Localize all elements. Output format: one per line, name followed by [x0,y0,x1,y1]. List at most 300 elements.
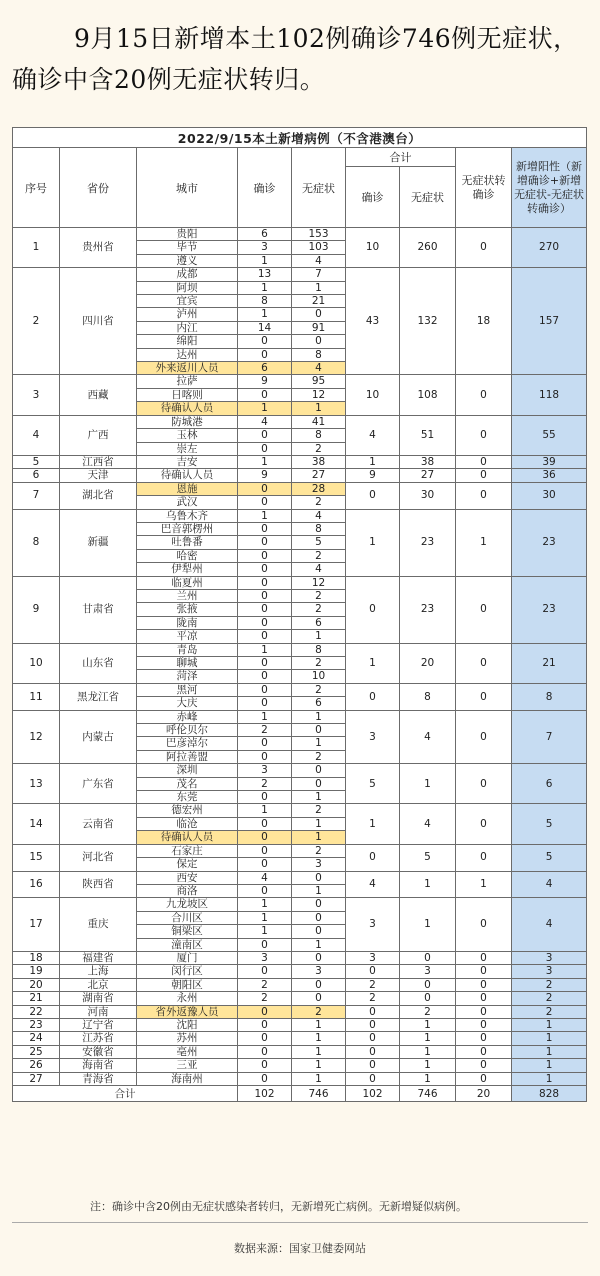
totals-sum-confirmed: 102 [346,1086,400,1102]
row-province: 河南 [60,1005,137,1018]
row-asymptomatic: 1 [292,710,346,723]
row-seq: 12 [13,710,60,764]
row-confirmed: 3 [238,764,292,777]
row-seq: 24 [13,1032,60,1045]
row-total-confirmed: 10 [346,375,400,415]
row-confirmed: 1 [238,254,292,267]
row-new-positive: 7 [512,710,587,764]
row-city: 吉安 [137,455,238,468]
row-total-asymptomatic: 30 [400,482,456,509]
row-confirmed: 6 [238,228,292,241]
totals-row [13,1086,587,1102]
row-new-positive: 30 [512,482,587,509]
row-confirmed: 0 [238,1072,292,1085]
row-city: 沈阳 [137,1018,238,1031]
row-confirmed: 0 [238,482,292,495]
row-seq: 18 [13,951,60,964]
row-asymptomatic: 2 [292,844,346,857]
row-asymptomatic: 3 [292,858,346,871]
row-city: 待确认人员 [137,831,238,844]
row-new-positive: 118 [512,375,587,415]
header-converted: 无症状转确诊 [456,148,512,228]
row-seq: 15 [13,844,60,871]
row-converted: 0 [456,1018,512,1031]
row-province: 湖北省 [60,482,137,509]
row-confirmed: 0 [238,791,292,804]
row-city: 毕节 [137,241,238,254]
row-city: 阿坝 [137,281,238,294]
row-asymptomatic: 0 [292,925,346,938]
row-new-positive: 1 [512,1032,587,1045]
row-total-asymptomatic: 1 [400,764,456,804]
row-asymptomatic: 0 [292,911,346,924]
row-converted: 0 [456,1072,512,1085]
row-city: 乌鲁木齐 [137,509,238,522]
row-asymptomatic: 0 [292,308,346,321]
row-asymptomatic: 0 [292,335,346,348]
headline: 9月15日新增本土102例确诊746例无症状，确诊中含20例无症状转归。 [12,24,579,94]
row-total-asymptomatic: 2 [400,1005,456,1018]
row-asymptomatic: 27 [292,469,346,482]
row-seq: 14 [13,804,60,844]
table-row [13,978,587,991]
case-table [12,127,587,1102]
row-total-confirmed: 0 [346,683,400,710]
row-total-confirmed: 0 [346,1072,400,1085]
row-asymptomatic: 8 [292,522,346,535]
row-confirmed: 0 [238,1005,292,1018]
row-seq: 16 [13,871,60,898]
row-city: 恩施 [137,482,238,495]
row-new-positive: 55 [512,415,587,455]
row-city: 防城港 [137,415,238,428]
totals-converted: 20 [456,1086,512,1102]
row-converted: 0 [456,965,512,978]
row-seq: 7 [13,482,60,509]
row-confirmed: 0 [238,858,292,871]
table-row [13,844,587,857]
row-confirmed: 0 [238,589,292,602]
row-total-asymptomatic: 27 [400,469,456,482]
row-asymptomatic: 3 [292,965,346,978]
row-province: 安徽省 [60,1045,137,1058]
row-confirmed: 1 [238,925,292,938]
row-province: 云南省 [60,804,137,844]
row-confirmed: 0 [238,563,292,576]
row-city: 赤峰 [137,710,238,723]
table-row [13,1059,587,1072]
row-total-asymptomatic: 20 [400,643,456,683]
row-seq: 3 [13,375,60,415]
row-converted: 1 [456,509,512,576]
row-total-asymptomatic: 1 [400,1072,456,1085]
row-city: 铜梁区 [137,925,238,938]
row-converted: 0 [456,415,512,455]
row-asymptomatic: 1 [292,630,346,643]
row-asymptomatic: 95 [292,375,346,388]
row-converted: 0 [456,764,512,804]
row-city: 菏泽 [137,670,238,683]
row-confirmed: 0 [238,817,292,830]
row-total-asymptomatic: 38 [400,455,456,468]
row-confirmed: 1 [238,898,292,911]
row-city: 临夏州 [137,576,238,589]
row-confirmed: 0 [238,670,292,683]
row-asymptomatic: 91 [292,321,346,334]
row-total-confirmed: 3 [346,710,400,764]
row-new-positive: 21 [512,643,587,683]
row-total-confirmed: 0 [346,1045,400,1058]
row-new-positive: 2 [512,1005,587,1018]
table-row [13,643,587,656]
row-confirmed: 2 [238,724,292,737]
table-row [13,482,587,495]
row-confirmed: 0 [238,603,292,616]
row-province: 河北省 [60,844,137,871]
row-new-positive: 1 [512,1018,587,1031]
row-asymptomatic: 0 [292,898,346,911]
row-confirmed: 14 [238,321,292,334]
row-asymptomatic: 10 [292,670,346,683]
row-city: 平凉 [137,630,238,643]
row-city: 西安 [137,871,238,884]
row-converted: 0 [456,844,512,871]
row-asymptomatic: 6 [292,616,346,629]
row-city: 大庆 [137,697,238,710]
row-confirmed: 0 [238,1032,292,1045]
table-row [13,509,587,522]
row-province: 甘肃省 [60,576,137,643]
row-total-asymptomatic: 0 [400,978,456,991]
row-asymptomatic: 2 [292,1005,346,1018]
row-total-asymptomatic: 8 [400,683,456,710]
row-city: 保定 [137,858,238,871]
row-converted: 0 [456,898,512,952]
row-city: 伊犁州 [137,563,238,576]
row-city: 玉林 [137,429,238,442]
table-row [13,871,587,884]
row-province: 陕西省 [60,871,137,898]
row-asymptomatic: 1 [292,791,346,804]
row-seq: 23 [13,1018,60,1031]
row-new-positive: 5 [512,844,587,871]
row-asymptomatic: 1 [292,1045,346,1058]
row-city: 呼伦贝尔 [137,724,238,737]
row-total-asymptomatic: 0 [400,951,456,964]
row-converted: 0 [456,482,512,509]
row-total-asymptomatic: 51 [400,415,456,455]
row-province: 四川省 [60,268,137,375]
row-province: 青海省 [60,1072,137,1085]
row-province: 广东省 [60,764,137,804]
row-converted: 0 [456,1032,512,1045]
row-asymptomatic: 0 [292,992,346,1005]
data-source: 数据来源：国家卫健委网站 [234,1242,366,1255]
row-asymptomatic: 1 [292,1072,346,1085]
row-province: 江西省 [60,455,137,468]
row-city: 永州 [137,992,238,1005]
row-city: 石家庄 [137,844,238,857]
row-total-asymptomatic: 4 [400,710,456,764]
row-city: 朝阳区 [137,978,238,991]
row-new-positive: 4 [512,898,587,952]
row-seq: 6 [13,469,60,482]
row-total-asymptomatic: 1 [400,871,456,898]
row-asymptomatic: 8 [292,643,346,656]
row-confirmed: 0 [238,549,292,562]
table-title: 2022/9/15本土新增病例（不含港澳台） [13,128,587,148]
row-confirmed: 1 [238,509,292,522]
row-confirmed: 0 [238,496,292,509]
row-city: 达州 [137,348,238,361]
row-confirmed: 2 [238,777,292,790]
row-city: 省外返豫人员 [137,1005,238,1018]
row-confirmed: 0 [238,388,292,401]
row-new-positive: 6 [512,764,587,804]
row-asymptomatic: 12 [292,576,346,589]
row-converted: 18 [456,268,512,375]
row-province: 湖南省 [60,992,137,1005]
row-confirmed: 0 [238,522,292,535]
row-total-confirmed: 3 [346,898,400,952]
row-city: 武汉 [137,496,238,509]
row-city: 闵行区 [137,965,238,978]
table-row [13,951,587,964]
row-asymptomatic: 1 [292,281,346,294]
row-total-confirmed: 0 [346,844,400,871]
row-new-positive: 23 [512,509,587,576]
row-converted: 0 [456,228,512,268]
row-total-confirmed: 1 [346,643,400,683]
header-new-positive: 新增阳性（新增确诊+新增无症状-无症状转确诊） [512,148,587,228]
row-asymptomatic: 1 [292,1059,346,1072]
row-asymptomatic: 0 [292,871,346,884]
row-asymptomatic: 1 [292,737,346,750]
row-new-positive: 5 [512,804,587,844]
row-city: 日喀则 [137,388,238,401]
row-total-asymptomatic: 1 [400,1059,456,1072]
row-city: 东莞 [137,791,238,804]
row-province: 贵州省 [60,228,137,268]
row-confirmed: 1 [238,281,292,294]
table-row [13,764,587,777]
row-converted: 0 [456,1045,512,1058]
row-total-asymptomatic: 3 [400,965,456,978]
table-row [13,576,587,589]
row-province: 黑龙江省 [60,683,137,710]
row-total-asymptomatic: 260 [400,228,456,268]
header-total-confirmed: 确诊 [346,167,400,228]
row-city: 泸州 [137,308,238,321]
row-city: 遵义 [137,254,238,267]
row-asymptomatic: 8 [292,348,346,361]
row-city: 青岛 [137,643,238,656]
table-row [13,1005,587,1018]
row-asymptomatic: 1 [292,831,346,844]
row-total-confirmed: 1 [346,804,400,844]
row-new-positive: 39 [512,455,587,468]
row-province: 广西 [60,415,137,455]
table-row [13,469,587,482]
row-city: 兰州 [137,589,238,602]
row-total-asymptomatic: 23 [400,509,456,576]
totals-confirmed: 102 [238,1086,292,1102]
row-confirmed: 6 [238,362,292,375]
row-seq: 4 [13,415,60,455]
row-city: 厦门 [137,951,238,964]
row-confirmed: 4 [238,415,292,428]
row-new-positive: 3 [512,965,587,978]
table-row [13,455,587,468]
totals-label: 合计 [13,1086,238,1102]
row-city: 拉萨 [137,375,238,388]
row-city: 待确认人员 [137,402,238,415]
row-asymptomatic: 2 [292,683,346,696]
header-confirmed: 确诊 [238,148,292,228]
row-seq: 1 [13,228,60,268]
row-asymptomatic: 1 [292,938,346,951]
totals-asymptomatic: 746 [292,1086,346,1102]
row-total-asymptomatic: 5 [400,844,456,871]
row-seq: 10 [13,643,60,683]
row-asymptomatic: 2 [292,750,346,763]
divider [12,1222,588,1223]
row-converted: 0 [456,643,512,683]
row-confirmed: 0 [238,844,292,857]
row-confirmed: 2 [238,978,292,991]
row-city: 潼南区 [137,938,238,951]
row-confirmed: 0 [238,348,292,361]
row-confirmed: 3 [238,241,292,254]
row-asymptomatic: 38 [292,455,346,468]
row-total-confirmed: 4 [346,871,400,898]
row-asymptomatic: 2 [292,549,346,562]
row-city: 张掖 [137,603,238,616]
table-row [13,1018,587,1031]
row-city: 陇南 [137,616,238,629]
row-asymptomatic: 0 [292,978,346,991]
row-total-asymptomatic: 1 [400,1018,456,1031]
row-confirmed: 1 [238,643,292,656]
row-city: 合川区 [137,911,238,924]
row-city: 外来返川人员 [137,362,238,375]
row-confirmed: 1 [238,308,292,321]
row-asymptomatic: 0 [292,777,346,790]
row-total-confirmed: 1 [346,455,400,468]
table-row [13,268,587,281]
row-confirmed: 0 [238,1018,292,1031]
row-seq: 21 [13,992,60,1005]
row-city: 吐鲁番 [137,536,238,549]
row-total-confirmed: 3 [346,951,400,964]
row-city: 海南州 [137,1072,238,1085]
row-asymptomatic: 7 [292,268,346,281]
row-province: 山东省 [60,643,137,683]
row-province: 新疆 [60,509,137,576]
row-city: 商洛 [137,884,238,897]
row-total-asymptomatic: 132 [400,268,456,375]
row-total-confirmed: 4 [346,415,400,455]
row-province: 北京 [60,978,137,991]
row-confirmed: 1 [238,710,292,723]
table-row [13,992,587,1005]
row-converted: 0 [456,576,512,643]
header-province: 省份 [60,148,137,228]
row-asymptomatic: 41 [292,415,346,428]
row-seq: 13 [13,764,60,804]
row-confirmed: 1 [238,455,292,468]
row-asymptomatic: 5 [292,536,346,549]
row-asymptomatic: 1 [292,884,346,897]
row-province: 内蒙古 [60,710,137,764]
table-row [13,1045,587,1058]
row-province: 天津 [60,469,137,482]
row-new-positive: 3 [512,951,587,964]
row-city: 内江 [137,321,238,334]
row-new-positive: 1 [512,1072,587,1085]
row-asymptomatic: 2 [292,589,346,602]
row-city: 成都 [137,268,238,281]
row-seq: 26 [13,1059,60,1072]
row-new-positive: 270 [512,228,587,268]
row-new-positive: 2 [512,978,587,991]
table-body [13,228,587,1086]
row-new-positive: 157 [512,268,587,375]
row-province: 上海 [60,965,137,978]
row-total-asymptomatic: 23 [400,576,456,643]
row-converted: 0 [456,683,512,710]
header-city: 城市 [137,148,238,228]
row-confirmed: 1 [238,402,292,415]
row-new-positive: 1 [512,1045,587,1058]
row-total-confirmed: 5 [346,764,400,804]
row-confirmed: 0 [238,657,292,670]
header-asymptomatic: 无症状 [292,148,346,228]
row-asymptomatic: 0 [292,724,346,737]
row-city: 黑河 [137,683,238,696]
row-seq: 8 [13,509,60,576]
row-asymptomatic: 6 [292,697,346,710]
row-city: 聊城 [137,657,238,670]
row-seq: 11 [13,683,60,710]
row-confirmed: 0 [238,576,292,589]
row-seq: 25 [13,1045,60,1058]
row-seq: 27 [13,1072,60,1085]
row-city: 德宏州 [137,804,238,817]
table-row [13,965,587,978]
row-confirmed: 8 [238,295,292,308]
table-row [13,683,587,696]
row-confirmed: 13 [238,268,292,281]
row-total-asymptomatic: 1 [400,1045,456,1058]
row-province: 江苏省 [60,1032,137,1045]
row-total-confirmed: 0 [346,1059,400,1072]
row-province: 福建省 [60,951,137,964]
table-row [13,804,587,817]
table-row [13,898,587,911]
row-confirmed: 0 [238,737,292,750]
row-new-positive: 2 [512,992,587,1005]
row-asymptomatic: 1 [292,1032,346,1045]
table-row [13,375,587,388]
row-asymptomatic: 2 [292,442,346,455]
row-city: 待确认人员 [137,469,238,482]
row-asymptomatic: 1 [292,1018,346,1031]
row-city: 巴彦淖尔 [137,737,238,750]
row-new-positive: 23 [512,576,587,643]
row-confirmed: 0 [238,938,292,951]
row-total-confirmed: 2 [346,992,400,1005]
